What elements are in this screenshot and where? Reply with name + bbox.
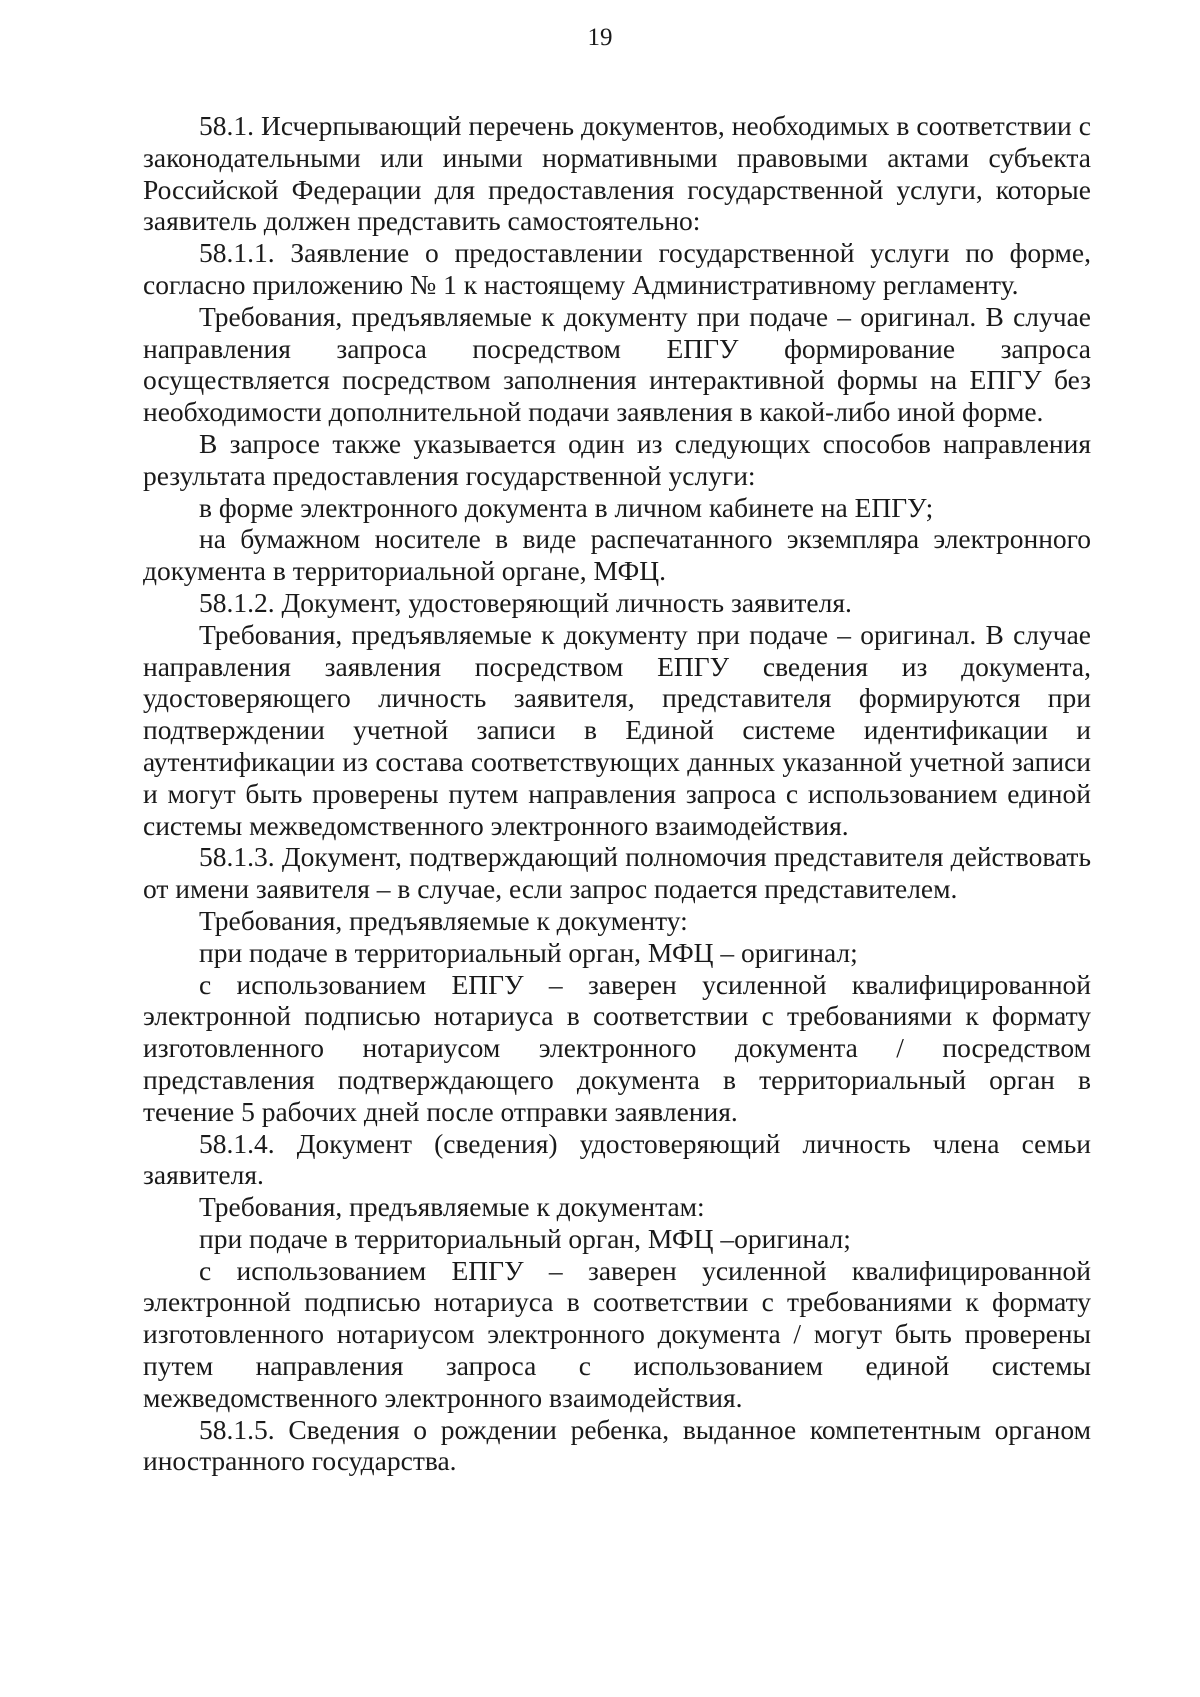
paragraph: 58.1.4. Документ (сведения) удостоверяющий личность члена семьи заявителя. <box>143 1127 1098 1191</box>
paragraph: Требования, предъявляемые к документу при подаче – оригинал. В случае направления заявления посредством ЕПГУ сведения из документа, удостоверяющего личность заявителя, представителя формируются при подтверждении учетной записи в Единой системе идентификации и аутентификации из состава соответствующих данных указанной учетной записи и могут быть проверены путем направления запроса с использованием единой системы межведомственного электронного взаимодействия. <box>143 618 1098 841</box>
paragraph: В запросе также указывается один из следующих способов направления результата предоставления государственной услуги: <box>143 427 1098 491</box>
paragraph: 58.1.5. Сведения о рождении ребенка, выданное компетентным органом иностранного государства. <box>143 1413 1098 1477</box>
paragraph: с использованием ЕПГУ – заверен усиленной квалифицированной электронной подписью нотариуса в соответствии с требованиями к формату изготовленного нотариусом электронного документа / могут быть проверены путем направления запроса с использованием единой системы межведомственного электронного взаимодействия. <box>143 1254 1098 1413</box>
document-body <box>143 110 1098 1477</box>
paragraph: при подаче в территориальный орган, МФЦ – оригинал; <box>199 936 858 968</box>
paragraph: с использованием ЕПГУ – заверен усиленной квалифицированной электронной подписью нотариуса в соответствии с требованиями к формату изготовленного нотариусом электронного документа / посредством представления подтверждающего документа в территориальный орган в течение 5 рабочих дней после отправки заявления. <box>143 968 1098 1127</box>
paragraph: в форме электронного документа в личном кабинете на ЕПГУ; <box>199 491 934 523</box>
paragraph: Требования, предъявляемые к документу при подаче – оригинал. В случае направления запроса посредством ЕПГУ формирование запроса осуществляется посредством заполнения интерактивной формы на ЕПГУ без необходимости дополнительной подачи заявления в какой-либо иной форме. <box>143 300 1098 428</box>
paragraph: 58.1.3. Документ, подтверждающий полномочия представителя действовать от имени заявителя – в случае, если запрос подается представителем. <box>143 841 1098 905</box>
paragraph: 58.1. Исчерпывающий перечень документов, необходимых в соответствии с законодательными или иными нормативными правовыми актами субъекта Российской Федерации для предоставления государственной услуги, которые заявитель должен представить самостоятельно: <box>143 110 1098 237</box>
paragraph: Требования, предъявляемые к документу: <box>199 904 688 936</box>
paragraph: на бумажном носителе в виде распечатанного экземпляра электронного документа в территориальной органе, МФЦ. <box>143 523 1098 587</box>
paragraph: Требования, предъявляемые к документам: <box>199 1191 705 1223</box>
paragraph: 58.1.2. Документ, удостоверяющий личность заявителя. <box>199 586 852 618</box>
paragraph: 58.1.1. Заявление о предоставлении государственной услуги по форме, согласно приложению № 1 к настоящему Административному регламенту. <box>143 237 1098 300</box>
paragraph: при подаче в территориальный орган, МФЦ –оригинал; <box>199 1222 851 1254</box>
page-number: 19 <box>587 24 613 51</box>
